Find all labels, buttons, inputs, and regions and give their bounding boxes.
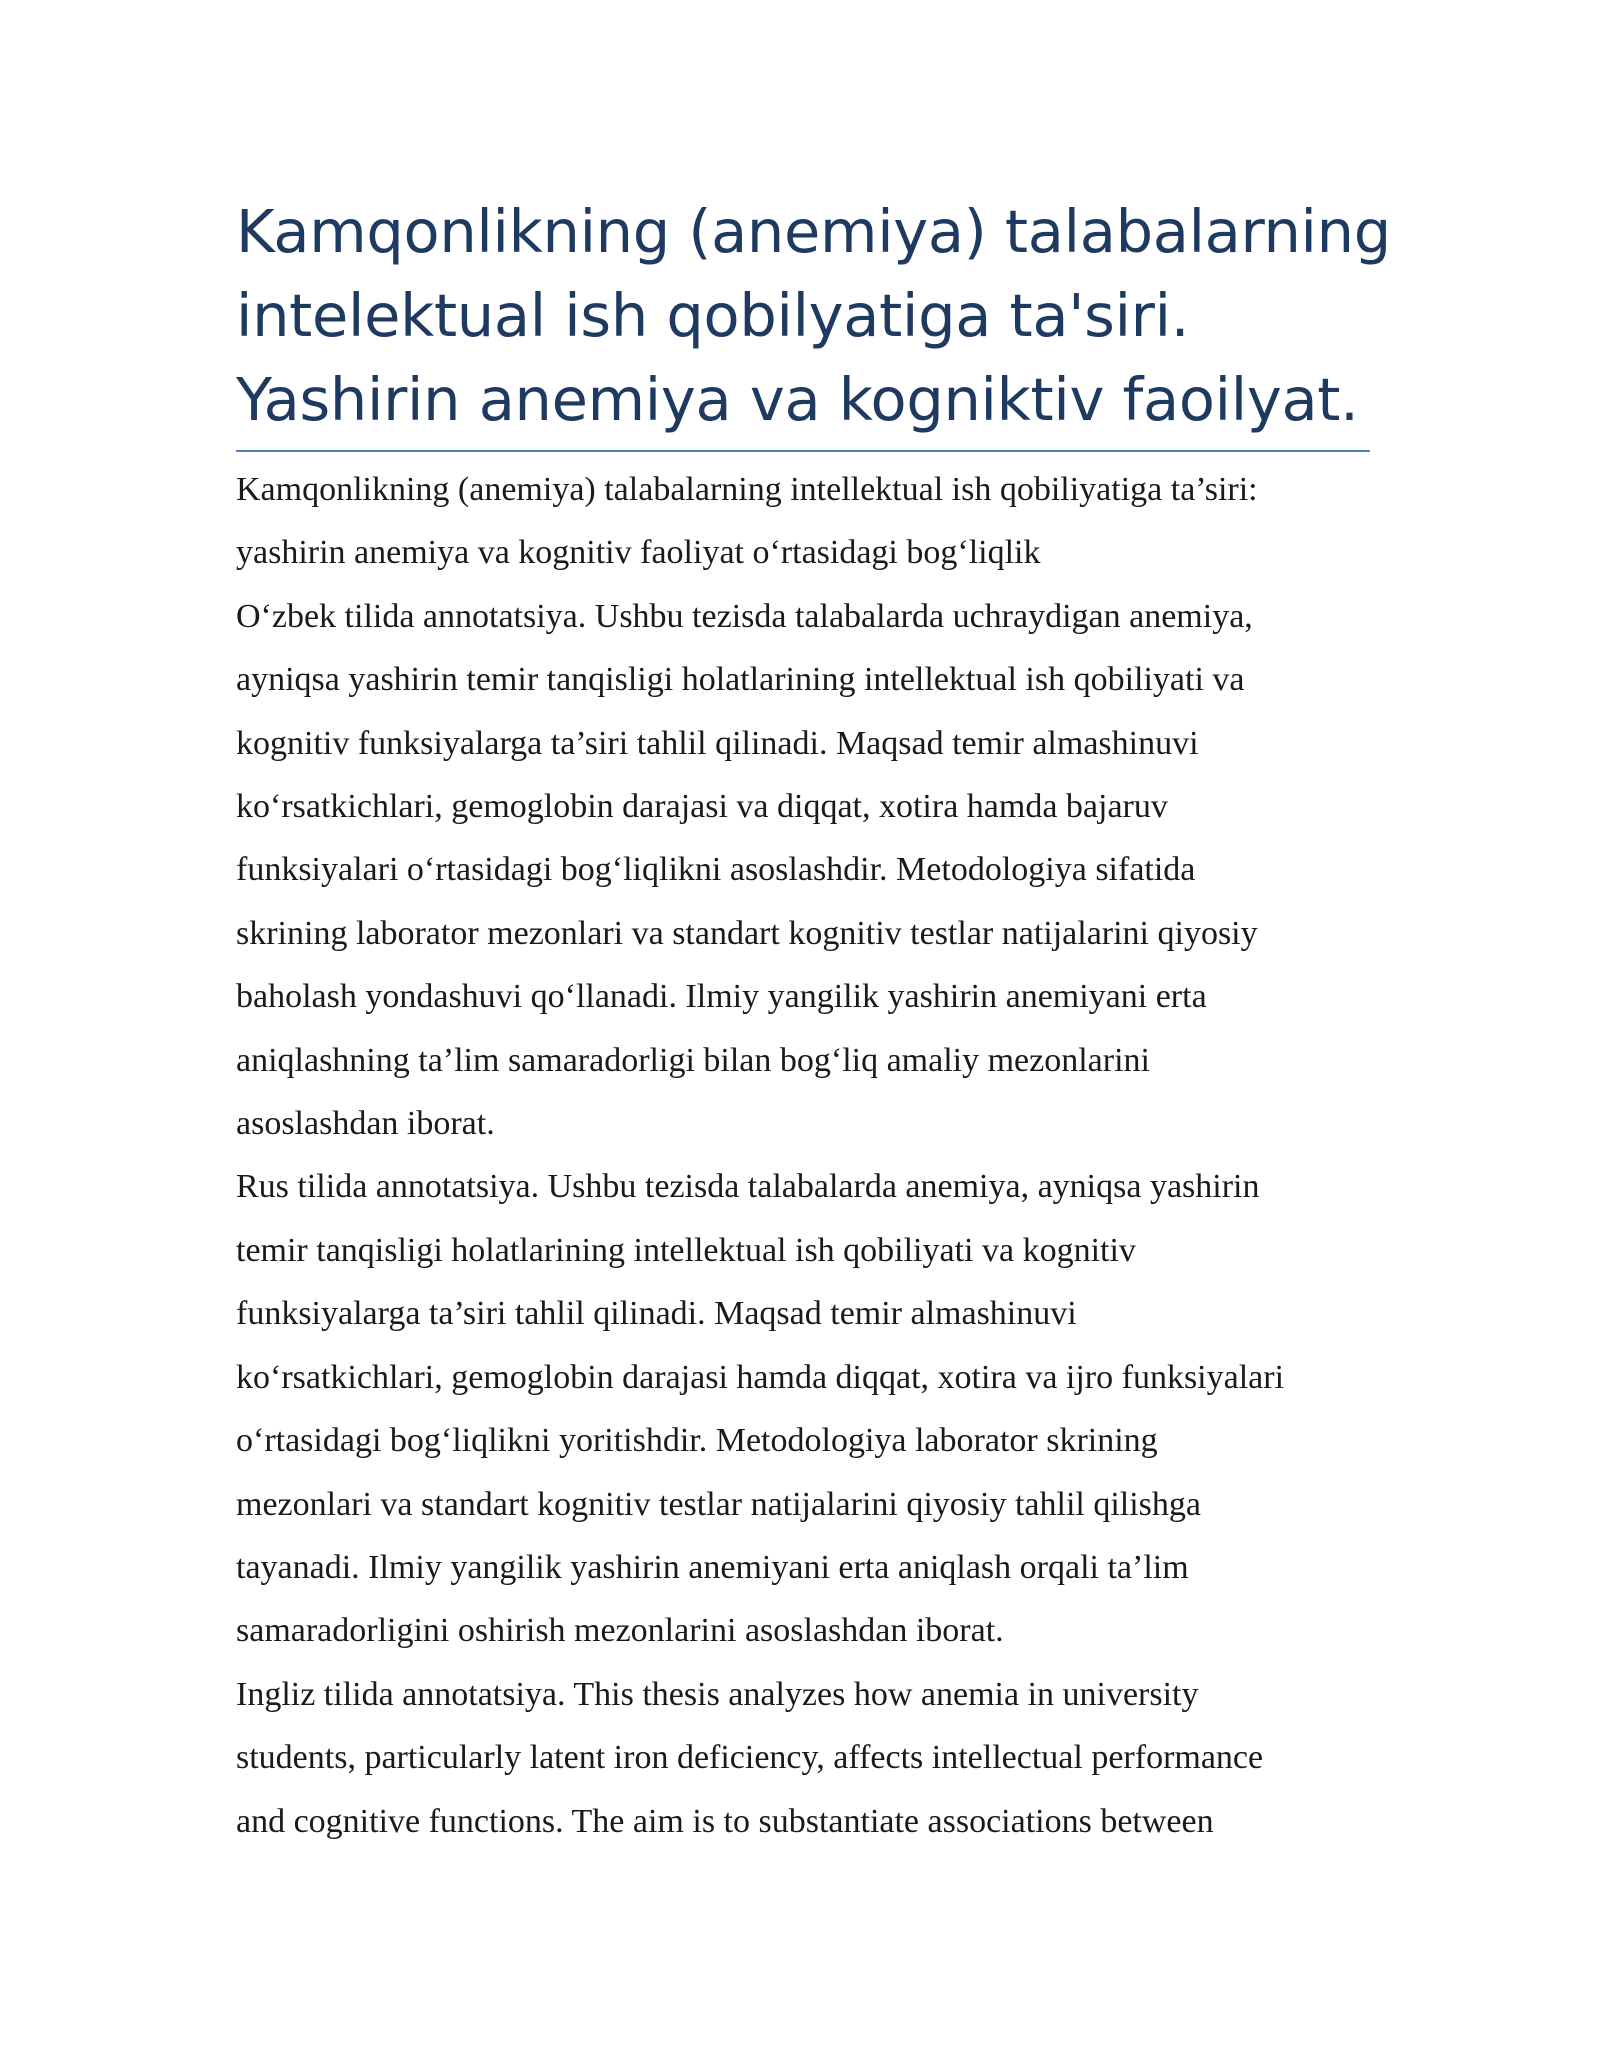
body-text-line: kognitiv funksiyalarga ta’siri tahlil qilinadi. Maqsad temir almashinuvi xyxy=(236,724,1199,762)
body-text-line: ko‘rsatkichlari, gemoglobin darajasi hamda diqqat, xotira va ijro funksiyalari xyxy=(236,1358,1285,1396)
body-text-line: Ingliz tilida annotatsiya. This thesis analyzes how anemia in university xyxy=(236,1675,1199,1713)
title-line: intelektual ish qobilyatiga ta'siri. xyxy=(236,281,1190,350)
body-text-line: mezonlari va standart kognitiv testlar natijalarini qiyosiy tahlil qilishga xyxy=(236,1485,1201,1523)
body-text-line: asoslashdan iborat. xyxy=(236,1105,495,1143)
document-body xyxy=(236,458,1386,1853)
body-text-line: funksiyalarga ta’siri tahlil qilinadi. Maqsad temir almashinuvi xyxy=(236,1295,1077,1333)
body-text-line: Kamqonlikning (anemiya) talabalarning intellektual ish qobiliyatiga ta’siri: xyxy=(236,471,1258,508)
title-line: Yashirin anemiya va kogniktiv faoilyat. xyxy=(236,365,1359,434)
body-text-line: aniqlashning ta’lim samaradorligi bilan bog‘liq amaliy mezonlarini xyxy=(236,1041,1150,1079)
body-text-line: baholash yondashuvi qo‘llanadi. Ilmiy yangilik yashirin anemiyani erta xyxy=(236,978,1207,1016)
body-text-line: students, particularly latent iron deficiency, affects intellectual performance xyxy=(236,1739,1264,1777)
body-text-line: O‘zbek tilida annotatsiya. Ushbu tezisda talabalarda uchraydigan anemiya, xyxy=(236,597,1253,635)
title-line: Kamqonlikning (anemiya) talabalarning xyxy=(236,197,1391,266)
body-text-line: Rus tilida annotatsiya. Ushbu tezisda talabalarda anemiya, ayniqsa yashirin xyxy=(236,1168,1260,1206)
body-text-line: tayanadi. Ilmiy yangilik yashirin anemiyani erta aniqlash orqali ta’lim xyxy=(236,1548,1189,1586)
body-text-line: ko‘rsatkichlari, gemoglobin darajasi va diqqat, xotira hamda bajaruv xyxy=(236,788,1168,826)
body-text-line: yashirin anemiya va kognitiv faoliyat o‘rtasidagi bog‘liqlik xyxy=(236,534,1041,572)
document-title xyxy=(236,190,1391,442)
body-text-line: ayniqsa yashirin temir tanqisligi holatlarining intellektual ish qobiliyati va xyxy=(236,661,1245,699)
body-text-line: and cognitive functions. The aim is to substantiate associations between xyxy=(236,1802,1214,1840)
body-text-line: skrining laborator mezonlari va standart kognitiv testlar natijalarini qiyosiy xyxy=(236,914,1258,952)
body-text-line: temir tanqisligi holatlarining intellektual ish qobiliyati va kognitiv xyxy=(236,1231,1136,1269)
body-text-line: funksiyalari o‘rtasidagi bog‘liqlikni asoslashdir. Metodologiya sifatida xyxy=(236,851,1196,889)
body-text-line: samaradorligini oshirish mezonlarini asoslashdan iborat. xyxy=(236,1612,1004,1650)
body-text-line: o‘rtasidagi bog‘liqlikni yoritishdir. Metodologiya laborator skrining xyxy=(236,1422,1158,1460)
title-underline-divider xyxy=(236,450,1370,452)
